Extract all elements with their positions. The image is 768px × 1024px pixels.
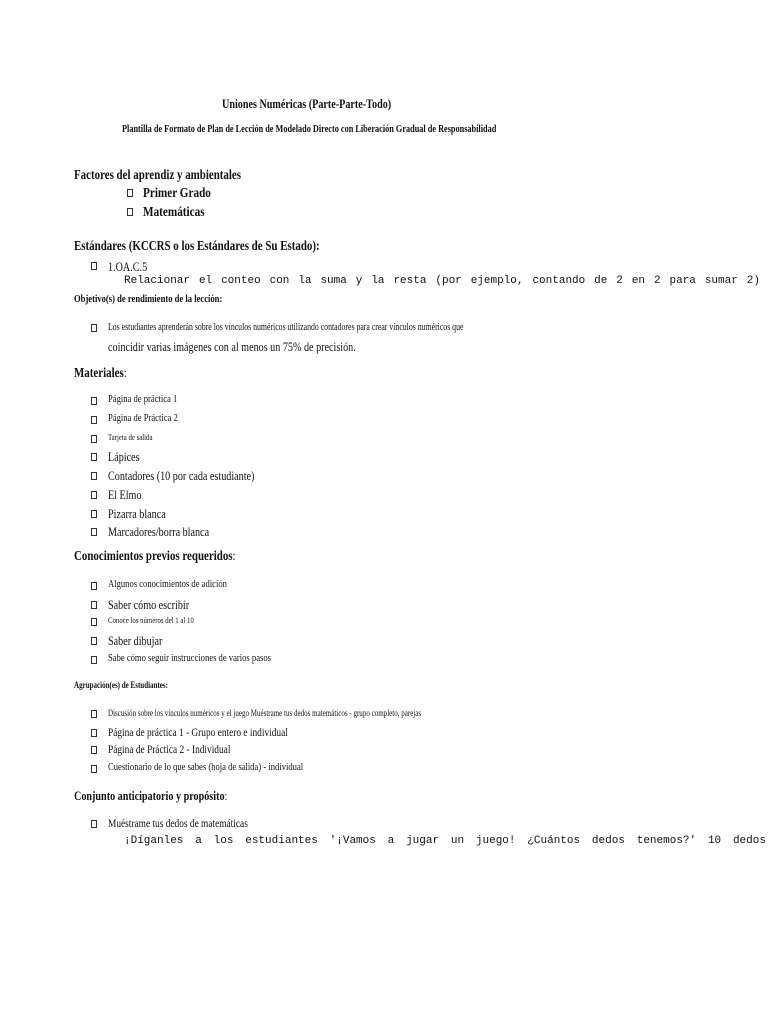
bullet-icon	[91, 820, 97, 828]
standard-code: 1.OA.C.5	[108, 259, 148, 274]
material-item: Contadores (10 por cada estudiante)	[108, 468, 255, 483]
bullet-icon	[91, 710, 97, 718]
bullet-icon	[91, 491, 97, 499]
bullet-icon	[91, 637, 97, 645]
grouping-heading: Agrupación(es) de Estudiantes:	[74, 680, 169, 690]
page-title: Uniones Numéricas (Parte-Parte-Todo)	[222, 96, 392, 111]
bullet-icon	[91, 510, 97, 518]
bullet-icon	[91, 324, 97, 332]
word: la	[298, 275, 312, 287]
learner-factors-heading: Factores del aprendiz y ambientales	[74, 168, 242, 183]
grouping-item: Página de Práctica 2 - Individual	[108, 742, 231, 756]
word: para	[669, 275, 696, 287]
prior-knowledge-heading-colon: :	[232, 549, 236, 564]
anticipatory-item: Muéstrame tus dedos de matemáticas	[108, 816, 248, 830]
bullet-icon	[91, 528, 97, 536]
page-subtitle: Plantilla de Formato de Plan de Lección de Modelado Directo con Liberación Gradual de Responsabilidad	[122, 123, 497, 135]
prior-knowledge-item: Algunos conocimientos de adición	[108, 578, 227, 590]
word: dedos	[591, 835, 625, 847]
word: suma	[320, 275, 347, 287]
material-item: Página de Práctica 2	[108, 412, 178, 424]
word: con	[269, 275, 290, 287]
word: tenemos?'	[636, 835, 697, 847]
grouping-item: Cuestionario de lo que sabes (hoja de salida) - individual	[108, 761, 304, 773]
anticipatory-heading-colon: :	[224, 788, 228, 803]
word: contando	[532, 275, 586, 287]
materials-heading-colon: :	[123, 366, 127, 381]
grouping-item: Discusión sobre los vínculos numéricos y el juego Muéstrame tus dedos matemáticos - grupo completo, parejas	[108, 708, 422, 718]
word: '¡Vamos	[329, 835, 376, 847]
word: juego!	[475, 835, 516, 847]
anticipatory-heading-text: Conjunto anticipatorio y propósito	[74, 788, 225, 803]
word: sumar	[704, 275, 738, 287]
word: los	[213, 835, 234, 847]
grade-item: Primer Grado	[143, 186, 211, 201]
bullet-icon	[91, 435, 97, 443]
material-item: Pizarra blanca	[108, 506, 166, 521]
objective-line-2: coincidir varias imágenes con al menos un 75% de precisión.	[108, 339, 356, 354]
word: Relacionar	[124, 275, 191, 287]
bullet-icon	[127, 189, 133, 197]
materials-heading-text: Materiales	[74, 366, 124, 381]
anticipatory-instruction	[124, 835, 766, 847]
bullet-icon	[91, 618, 97, 626]
word: 10	[707, 835, 722, 847]
word: conteo	[221, 275, 261, 287]
subject-item: Matemáticas	[143, 205, 205, 220]
material-item: Lápices	[108, 449, 140, 464]
bullet-icon	[91, 582, 97, 590]
word: jugar	[406, 835, 440, 847]
standards-heading: Estándares (KCCRS o los Estándares de Su Estado):	[74, 239, 320, 254]
bullet-icon	[91, 765, 97, 773]
bullet-icon	[91, 656, 97, 664]
material-item: Marcadores/borra blanca	[108, 524, 210, 539]
word: el	[198, 275, 213, 287]
word: (por	[435, 275, 462, 287]
bullet-icon	[91, 397, 97, 405]
word: 2	[616, 275, 623, 287]
word: dedos	[732, 835, 766, 847]
word: y	[355, 275, 363, 287]
material-item: El Elmo	[108, 487, 142, 502]
prior-knowledge-heading	[74, 549, 236, 565]
bullet-icon	[91, 746, 97, 754]
word: ¡Díganles	[124, 835, 184, 847]
bullet-icon	[91, 453, 97, 461]
bullet-icon	[91, 472, 97, 480]
bullet-icon	[127, 208, 133, 216]
objective-heading: Objetivo(s) de rendimiento de la lección:	[74, 293, 223, 305]
prior-knowledge-heading-text: Conocimientos previos requeridos	[74, 549, 233, 564]
standard-description	[124, 275, 760, 287]
word: ejemplo,	[470, 275, 524, 287]
word: ¿Cuántos	[527, 835, 581, 847]
prior-knowledge-item: Conoce los números del 1 al 10	[108, 616, 194, 625]
prior-knowledge-item: Saber cómo escribir	[108, 597, 190, 612]
prior-knowledge-item: Saber dibujar	[108, 633, 163, 648]
word: 2	[653, 275, 661, 287]
material-item: Tarjeta de salida	[108, 433, 153, 442]
prior-knowledge-item: Sabe cómo seguir instrucciones de varios pasos	[108, 652, 271, 664]
bullet-icon	[91, 262, 97, 270]
word: la	[371, 275, 385, 287]
bullet-icon	[91, 729, 97, 737]
grouping-item: Página de práctica 1 - Grupo entero e individual	[108, 725, 288, 739]
word: un	[450, 835, 465, 847]
word: resta	[393, 275, 427, 287]
materials-heading	[74, 366, 127, 382]
word: a	[195, 835, 202, 847]
word: a	[387, 835, 395, 847]
material-item: Página de práctica 1	[108, 393, 178, 405]
word: estudiantes	[245, 835, 318, 847]
bullet-icon	[91, 601, 97, 609]
anticipatory-heading	[74, 788, 227, 804]
objective-line-1: Los estudiantes aprenderán sobre los vínculos numéricos utilizando contadores para crear vínculos numéricos que	[108, 322, 464, 333]
word: de	[594, 275, 608, 287]
bullet-icon	[91, 416, 97, 424]
word: 2)	[746, 275, 760, 287]
word: en	[631, 275, 646, 287]
